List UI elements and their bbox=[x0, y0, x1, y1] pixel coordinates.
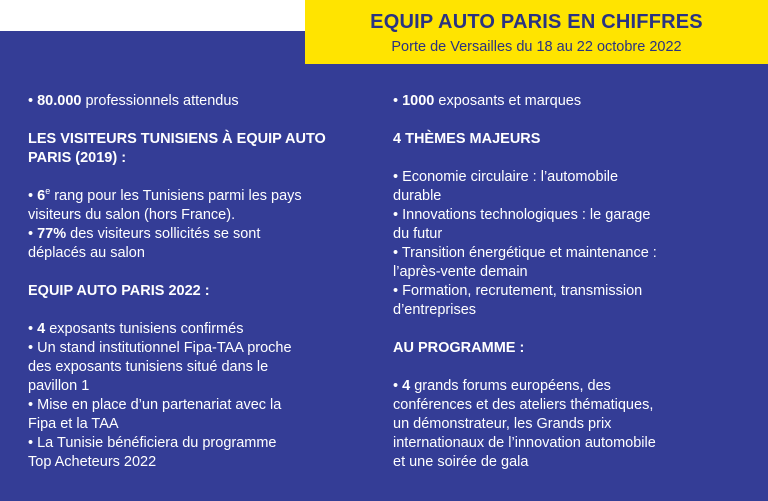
bullet-icon: • bbox=[393, 93, 403, 109]
attendees-item bbox=[28, 92, 374, 111]
forums-text-4: internationaux de l’innovation automobile bbox=[393, 435, 656, 451]
bullet-icon: • bbox=[393, 207, 403, 223]
theme-item-4 bbox=[393, 282, 743, 301]
attendees-text: professionnels attendus bbox=[81, 93, 239, 109]
rank-superscript: e bbox=[45, 186, 51, 197]
forums-text-2: conférences et des ateliers thématiques, bbox=[393, 397, 654, 413]
percentage-number: 77% bbox=[37, 226, 67, 242]
stand-text-3: pavillon 1 bbox=[28, 378, 90, 394]
theme-4-text-2: d’entreprises bbox=[393, 302, 477, 318]
attendees-number: 80.000 bbox=[37, 93, 82, 109]
stand-text-1: Un stand institutionnel Fipa-TAA proche bbox=[37, 340, 292, 356]
banner-title: EQUIP AUTO PARIS EN CHIFFRES bbox=[370, 11, 703, 33]
forums-text-3: un démonstrateur, les Grands prix bbox=[393, 416, 612, 432]
title-banner bbox=[305, 0, 768, 64]
bullet-icon: • bbox=[28, 321, 38, 337]
program-text-1: La Tunisie bénéficiera du programme bbox=[37, 435, 277, 451]
rank-item bbox=[28, 187, 374, 206]
program-heading: AU PROGRAMME : bbox=[393, 340, 525, 356]
forums-text-1: grands forums européens, des bbox=[410, 378, 611, 394]
forums-text-5: et une soirée de gala bbox=[393, 454, 529, 470]
theme-item-2 bbox=[393, 206, 743, 225]
bullet-icon: • bbox=[28, 435, 38, 451]
theme-3-text-1: Transition énergétique et maintenance : bbox=[401, 245, 657, 261]
exposants-text: exposants et marques bbox=[434, 93, 582, 109]
bullet-icon: • bbox=[28, 93, 38, 109]
percentage-text-2: déplacés au salon bbox=[28, 245, 145, 261]
banner-subtitle: Porte de Versailles du 18 au 22 octobre 2022 bbox=[391, 39, 682, 55]
percentage-text-1: des visiteurs sollicités se sont bbox=[66, 226, 261, 242]
partnership-text-1: Mise en place d’un partenariat avec la bbox=[37, 397, 282, 413]
bullet-icon: • bbox=[393, 245, 402, 261]
exhibitors-number: 4 bbox=[37, 321, 46, 337]
exhibitors-item bbox=[28, 320, 374, 339]
theme-1-text-1: Economie circulaire : l’automobile bbox=[402, 169, 619, 185]
theme-2-text-2: du futur bbox=[393, 226, 443, 242]
rank-text-2: visiteurs du salon (hors France). bbox=[28, 207, 236, 223]
forums-item bbox=[393, 377, 743, 396]
bullet-icon: • bbox=[393, 169, 403, 185]
theme-2-text-1: Innovations technologiques : le garage bbox=[402, 207, 651, 223]
themes-heading: 4 THÈMES MAJEURS bbox=[393, 131, 541, 147]
theme-4-text-1: Formation, recrutement, transmission bbox=[402, 283, 643, 299]
partnership-item bbox=[28, 396, 374, 415]
forums-number: 4 bbox=[402, 378, 411, 394]
stand-item bbox=[28, 339, 374, 358]
bullet-icon: • bbox=[28, 397, 38, 413]
bullet-icon: • bbox=[393, 378, 403, 394]
bullet-icon: • bbox=[28, 226, 38, 242]
bullet-icon: • bbox=[28, 340, 38, 356]
right-column bbox=[393, 92, 743, 472]
left-column bbox=[28, 92, 374, 472]
visitors-heading-line-2: PARIS (2019) : bbox=[28, 150, 127, 166]
program-item bbox=[28, 434, 374, 453]
rank-number: 6 bbox=[37, 188, 46, 204]
percentage-item bbox=[28, 225, 374, 244]
partnership-text-2: Fipa et la TAA bbox=[28, 416, 119, 432]
rank-text-1: rang pour les Tunisiens parmi les pays bbox=[50, 188, 302, 204]
exposants-item bbox=[393, 92, 743, 111]
stand-text-2: des exposants tunisiens situé dans le bbox=[28, 359, 269, 375]
theme-item-1 bbox=[393, 168, 743, 187]
bullet-icon: • bbox=[393, 283, 403, 299]
theme-1-text-2: durable bbox=[393, 188, 442, 204]
program-text-2: Top Acheteurs 2022 bbox=[28, 454, 157, 470]
exhibitors-text: exposants tunisiens confirmés bbox=[45, 321, 244, 337]
visitors-heading-line-1: LES VISITEURS TUNISIENS À EQUIP AUTO bbox=[28, 131, 326, 147]
edition-heading: EQUIP AUTO PARIS 2022 : bbox=[28, 283, 210, 299]
bullet-icon: • bbox=[28, 188, 38, 204]
theme-3-text-2: l’après-vente demain bbox=[393, 264, 528, 280]
theme-item-3 bbox=[393, 244, 743, 263]
exposants-number: 1000 bbox=[402, 93, 435, 109]
